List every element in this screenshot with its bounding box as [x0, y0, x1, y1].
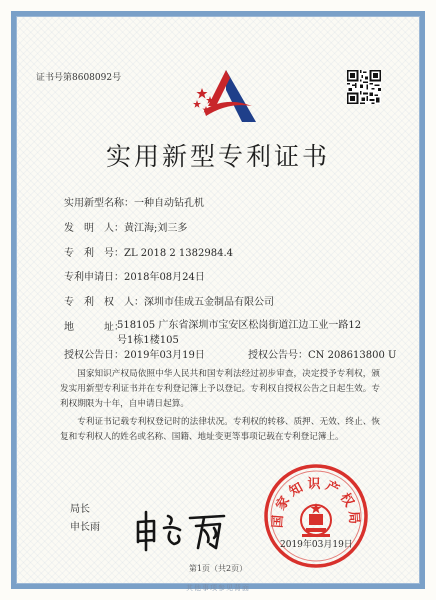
utility-model-name-value: 一种自动钻孔机: [134, 198, 204, 209]
address-row: [64, 318, 124, 333]
grant-number-row: [248, 346, 396, 361]
certificate-number: 证书号第8608092号: [36, 73, 122, 83]
patentee-value: 深圳市佳成五金制品有限公司: [144, 297, 274, 308]
inventor-label: 发 明 人：: [64, 223, 124, 234]
grant-statement-paragraph: 国家知识产权局依照中华人民共和国专利法经过初步审查，决定授予专利权，颁发实用新型专利证书并在专利登记簿上予以登记。专利权自授权公告之日起生效。专利权期限为十年，自申请日起算。: [60, 369, 380, 409]
certificate-title: 实用新型专利证书: [105, 142, 330, 171]
patentee-row: [64, 293, 274, 308]
patent-number-row: [64, 244, 233, 259]
patent-office-emblem-icon: [190, 66, 262, 124]
address-value: 518105 广东省深圳市宝安区松岗街道江边工业一路12号1栋1楼105: [117, 320, 362, 346]
legal-status-paragraph: 专利证书记载专利权登记时的法律状况。专利权的转移、质押、无效、终止、恢复和专利权人的姓名或名称、国籍、地址变更等事项记载在专利登记簿上。: [60, 417, 380, 442]
grant-number-label: 授权公告号：: [248, 350, 308, 361]
patent-number-value: ZL 2018 2 1382984.4: [124, 248, 234, 259]
director-signature-icon: [130, 508, 230, 553]
patent-number-label: 专 利 号：: [64, 248, 124, 259]
inventor-value: 黄江海;刘三多: [124, 223, 188, 234]
utility-model-name-row: [64, 194, 204, 209]
bottom-note: 其他事项参见背面: [186, 584, 250, 592]
filing-date-value: 2018年08月24日: [124, 272, 205, 283]
grant-date-value: 2019年03月19日: [124, 350, 205, 361]
patentee-label: 专 利 权 人：: [64, 297, 144, 308]
grant-date-label: 授权公告日：: [64, 350, 124, 361]
grant-number-value: CN 208613800 U: [308, 350, 397, 361]
seal-text: 国家知识产权局: [270, 477, 362, 529]
address-label: 地 址：: [64, 322, 124, 333]
director-title: 局长: [70, 504, 90, 515]
official-seal-icon: [262, 462, 370, 570]
page-number: 第1页（共2页）: [188, 564, 248, 573]
utility-model-name-label: 实用新型名称：: [64, 198, 134, 209]
grant-row: [64, 346, 205, 361]
seal-date: 2019年03月19日: [280, 540, 353, 550]
filing-date-label: 专利申请日：: [64, 272, 124, 283]
qr-code-icon: [347, 70, 381, 104]
filing-date-row: [64, 268, 205, 283]
inventor-row: [64, 219, 187, 234]
director-name: 申长雨: [70, 522, 100, 533]
